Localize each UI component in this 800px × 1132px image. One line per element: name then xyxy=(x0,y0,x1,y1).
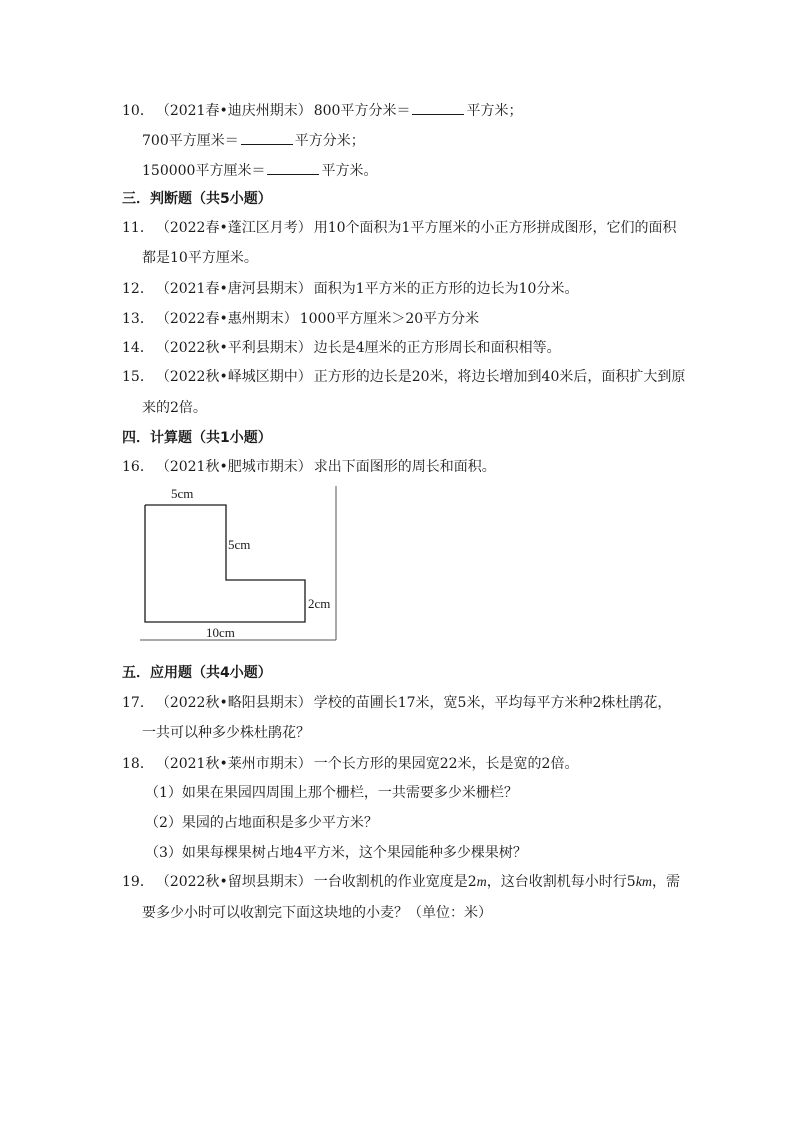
q18-sub3: （3）如果每棵果树占地4平方米，这个果园能种多少棵果树？ xyxy=(145,845,527,861)
q17-line2 xyxy=(142,724,310,742)
question-text: 700平方厘米＝ xyxy=(142,133,239,149)
question-source: （2021秋•莱州市期末） xyxy=(155,756,312,772)
q19-line2 xyxy=(142,904,492,922)
question-text: 求出下面图形的周长和面积。 xyxy=(313,459,496,475)
question-number: 11． xyxy=(122,220,154,236)
section-heading: 四．计算题（共1小题） xyxy=(122,430,272,446)
question-text: 一台收割机的作业宽度是 xyxy=(313,874,468,890)
q19-line1 xyxy=(122,873,680,892)
answer-blank[interactable] xyxy=(267,161,319,175)
question-text: 用10个面积为1平方厘米的小正方形拼成图形，它们的面积 xyxy=(313,220,677,236)
question-source: （2022秋•留坝县期末） xyxy=(155,874,312,890)
q10-line3 xyxy=(142,161,377,180)
question-source: （2021春•迪庆州期末） xyxy=(155,103,312,119)
q18-sub2: （2）果园的占地面积是多少平方米？ xyxy=(145,815,378,831)
question-source: （2021春•唐河县期末） xyxy=(155,281,312,297)
question-source: （2022秋•峄城区期中） xyxy=(155,369,312,385)
q14-line xyxy=(122,339,561,357)
question-text: 正方形的边长是20米，将边长增加到40米后，面积扩大到原 xyxy=(313,369,686,385)
answer-blank[interactable] xyxy=(241,131,293,145)
question-number: 14． xyxy=(122,340,154,356)
question-text: 一个长方形的果园宽22米，长是宽的2倍。 xyxy=(313,756,579,772)
width-unit: m xyxy=(476,875,487,890)
question-text: 面积为1平方米的正方形的边长为10分米。 xyxy=(313,281,579,297)
q15-line2 xyxy=(142,399,207,417)
question-text: 平方米； xyxy=(466,103,523,119)
question-source: （2022春•惠州期末） xyxy=(155,311,298,327)
q17-line1 xyxy=(122,694,671,712)
q18-line xyxy=(122,755,578,773)
q10-line2 xyxy=(142,131,365,150)
q12-line xyxy=(122,280,578,298)
label-mid-5cm: 5cm xyxy=(228,537,251,552)
label-bottom-10cm: 10cm xyxy=(206,625,235,640)
question-number: 18． xyxy=(122,756,154,772)
l-shape-figure xyxy=(138,484,340,644)
label-top-5cm: 5cm xyxy=(171,486,194,501)
question-text: 800平方分米＝ xyxy=(313,103,411,119)
question-text: 平方分米； xyxy=(294,133,365,149)
l-shape-outline xyxy=(145,505,305,622)
question-number: 19． xyxy=(122,874,154,890)
question-source: （2022春•蓬江区月考） xyxy=(155,220,312,236)
question-source: （2022秋•略阳县期末） xyxy=(155,695,312,711)
question-text: ，需 xyxy=(652,874,681,890)
speed-value: 5 xyxy=(626,874,636,890)
question-text: 都是10平方厘米。 xyxy=(142,250,258,266)
section-heading: 五．应用题（共4小题） xyxy=(122,665,272,681)
q13-line xyxy=(122,310,479,328)
question-number: 12． xyxy=(122,281,154,297)
width-value: 2 xyxy=(467,874,477,890)
speed-unit: km xyxy=(635,875,653,890)
question-source: （2022秋•平利县期末） xyxy=(155,340,312,356)
answer-blank[interactable] xyxy=(412,101,464,115)
question-text: 要多少小时可以收割完下面这块地的小麦？（单位：米） xyxy=(142,905,492,921)
question-number: 16． xyxy=(122,459,154,475)
question-text: 1000平方厘米＞20平方分米 xyxy=(299,311,480,327)
question-text: 学校的苗圃长17米，宽5米，平均每平方米种2株杜鹃花， xyxy=(313,695,672,711)
question-text: 平方米。 xyxy=(321,163,378,179)
question-text: 来的2倍。 xyxy=(142,400,207,416)
question-number: 10． xyxy=(122,103,154,119)
section-heading: 三．判断题（共5小题） xyxy=(122,191,272,207)
q15-line1 xyxy=(122,368,685,386)
q10-line1 xyxy=(122,101,522,120)
question-source: （2021秋•肥城市期末） xyxy=(155,459,312,475)
question-number: 15． xyxy=(122,369,154,385)
q11-line2 xyxy=(142,249,258,267)
label-right-2cm: 2cm xyxy=(308,596,331,611)
q16-line xyxy=(122,458,496,476)
question-text: 150000平方厘米＝ xyxy=(142,163,266,179)
question-text: ，这台收割机每小时行 xyxy=(486,874,627,890)
question-number: 17． xyxy=(122,695,154,711)
q11-line1 xyxy=(122,219,676,237)
q18-sub1: （1）如果在果园四周围上那个栅栏，一共需要多少米栅栏？ xyxy=(145,785,518,801)
question-text: 一共可以种多少株杜鹃花？ xyxy=(142,725,310,741)
question-text: 边长是4厘米的正方形周长和面积相等。 xyxy=(313,340,561,356)
question-number: 13． xyxy=(122,311,154,327)
